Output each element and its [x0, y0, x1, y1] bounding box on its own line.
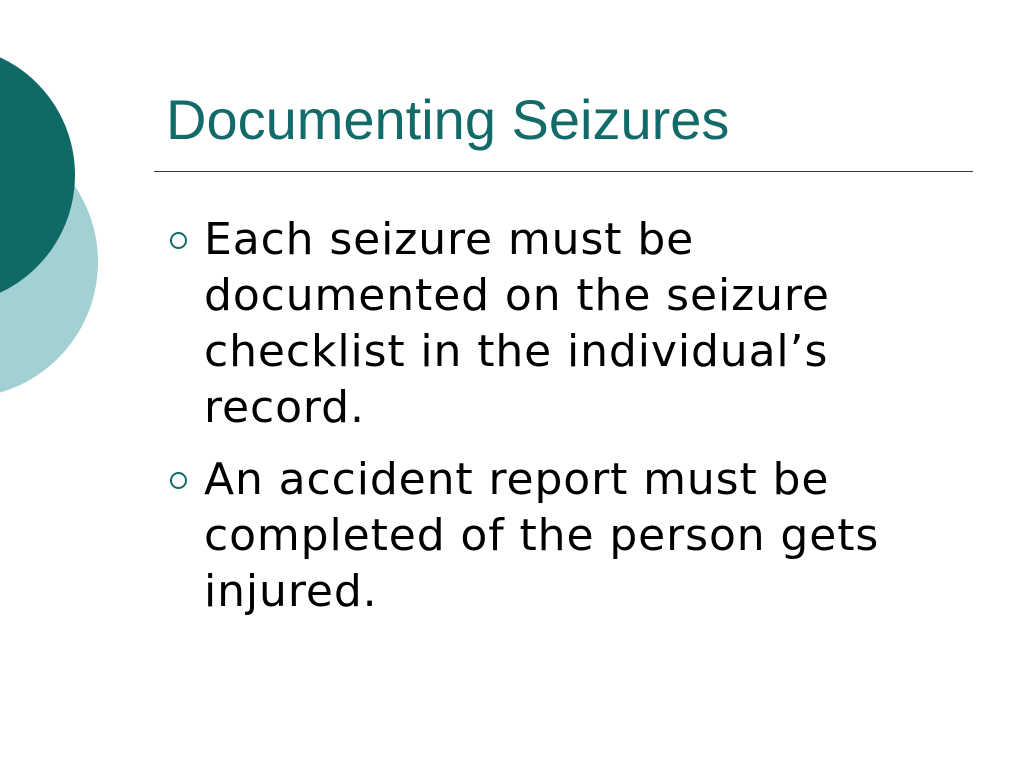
bullet-item: [166, 212, 986, 436]
bullet-text: Each seizure must be documented on the seizure checklist in the individual’s record.: [204, 214, 830, 433]
slide-title: Documenting Seizures: [166, 88, 730, 151]
bullet-list: [166, 212, 986, 636]
hollow-circle-bullet-icon: [170, 232, 187, 249]
title-divider: [154, 171, 973, 172]
decorative-circles: [0, 0, 110, 400]
bullet-text: An accident report must be completed of the person gets injured.: [204, 454, 880, 617]
hollow-circle-bullet-icon: [170, 472, 187, 489]
bullet-item: [166, 452, 986, 620]
